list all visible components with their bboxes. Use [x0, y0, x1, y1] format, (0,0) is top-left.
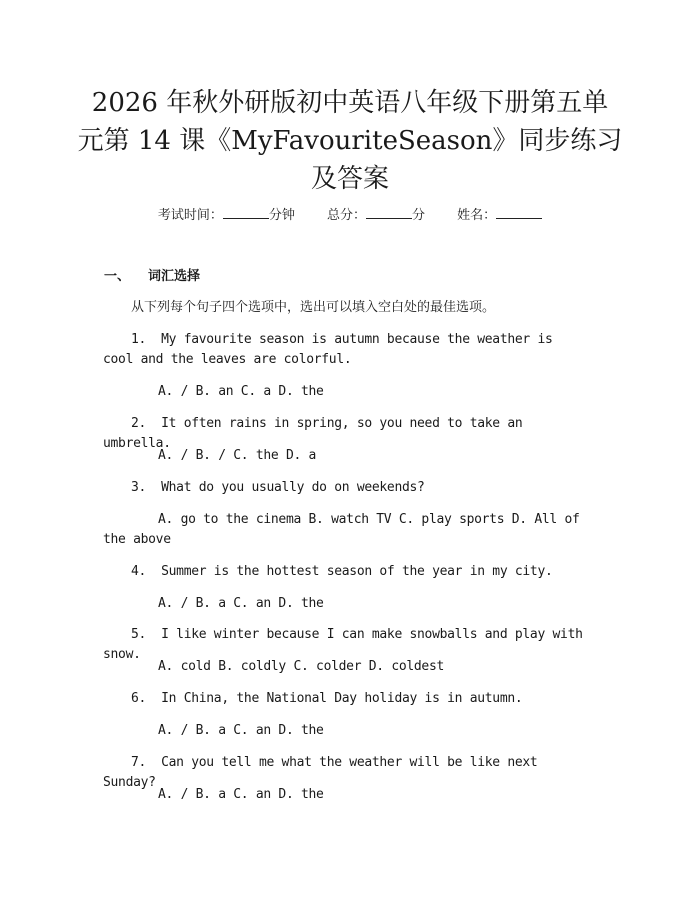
- options-7: A. / B. a C. an D. the: [158, 787, 324, 802]
- exam-meta: [0, 206, 700, 225]
- exam-time: 考试时间： 分钟: [157, 208, 295, 223]
- title-line-1: 2026 年秋外研版初中英语八年级下册第五单: [91, 88, 609, 118]
- document-title: [70, 84, 630, 198]
- options-5: A. cold B. coldly C. colder D. coldest: [158, 659, 445, 674]
- options-2: A. / B. / C. the D. a: [158, 448, 317, 463]
- section-heading: [104, 265, 200, 284]
- section-title: 词汇选择: [148, 269, 201, 284]
- score-blank: [366, 206, 412, 219]
- question-6: 6. In China, the National Day holiday is in autumn.: [131, 691, 523, 706]
- question-2: 2. It often rains in spring, so you need to take an umbrella.: [103, 416, 523, 451]
- exam-score: 总分： 分: [326, 208, 426, 223]
- options-4: A. / B. a C. an D. the: [158, 596, 324, 611]
- title-line-2: 元第 14 课《MyFavouriteSeason》同步练习: [77, 126, 623, 156]
- section-instruction: 从下列每个句子四个选项中，选出可以填入空白处的最佳选项。: [131, 300, 496, 315]
- options-6: A. / B. a C. an D. the: [158, 723, 324, 738]
- question-5: 5. I like winter because I can make snowballs and play with snow.: [103, 627, 583, 662]
- question-3: 3. What do you usually do on weekends?: [131, 480, 425, 495]
- options-1: A. / B. an C. a D. the: [158, 384, 324, 399]
- title-line-3: 及答案: [310, 164, 389, 194]
- section-number: 一、: [104, 269, 131, 284]
- question-4: 4. Summer is the hottest season of the year in my city.: [131, 564, 553, 579]
- question-1: 1. My favourite season is autumn because the weather is cool and the leaves are colorful.: [103, 332, 553, 367]
- student-name: 姓名：: [457, 208, 542, 223]
- question-7: 7. Can you tell me what the weather will be like next Sunday?: [103, 755, 538, 790]
- options-3: A. go to the cinema B. watch TV C. play sports D. All of the above: [103, 512, 580, 547]
- time-blank: [223, 206, 269, 219]
- name-blank: [496, 206, 542, 219]
